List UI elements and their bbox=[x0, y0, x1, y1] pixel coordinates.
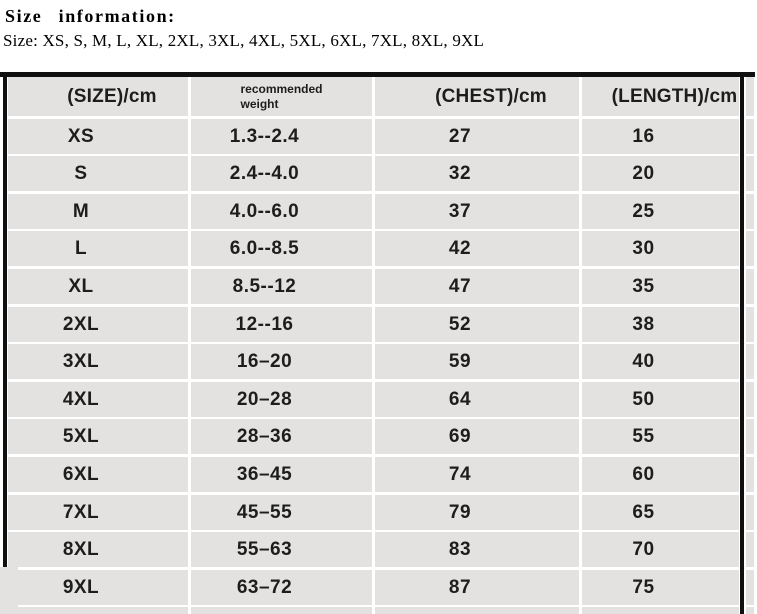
size-cell: M bbox=[8, 194, 188, 229]
column-header-size: (SIZE)/cm bbox=[8, 77, 188, 116]
weight-header-line1: recommended bbox=[240, 82, 323, 97]
weight-cell: 4.0--6.0 bbox=[191, 194, 372, 229]
chest-cell: 87 bbox=[375, 570, 579, 605]
size-cell: 2XL bbox=[8, 307, 188, 342]
weight-cell: 8.5--12 bbox=[191, 269, 372, 304]
column-header-length: (LENGTH)/cm bbox=[582, 77, 739, 116]
weight-cell: 6.0--8.5 bbox=[191, 231, 372, 266]
cutoff-row-cell bbox=[191, 607, 372, 614]
weight-cell: 55–63 bbox=[191, 532, 372, 567]
chest-cell: 59 bbox=[375, 344, 579, 379]
length-cell: 70 bbox=[582, 532, 739, 567]
length-cell: 60 bbox=[582, 457, 739, 492]
table-right-border bbox=[740, 76, 744, 614]
size-cell: 9XL bbox=[8, 570, 188, 605]
length-cell: 50 bbox=[582, 382, 739, 417]
cutoff-row-cell bbox=[8, 607, 188, 614]
chest-cell: 52 bbox=[375, 307, 579, 342]
weight-cell: 2.4--4.0 bbox=[191, 156, 372, 191]
size-cell: 8XL bbox=[8, 532, 188, 567]
chest-cell: 42 bbox=[375, 231, 579, 266]
size-information-heading: Size information: bbox=[5, 6, 176, 26]
weight-cell: 16–20 bbox=[191, 344, 372, 379]
size-cell: L bbox=[8, 231, 188, 266]
column-header-weight bbox=[191, 77, 372, 116]
chest-cell: 47 bbox=[375, 269, 579, 304]
column-header-chest: (CHEST)/cm bbox=[375, 77, 579, 116]
cutoff-row-cell bbox=[375, 607, 579, 614]
size-cell: XL bbox=[8, 269, 188, 304]
weight-cell: 28–36 bbox=[191, 419, 372, 454]
chest-cell: 83 bbox=[375, 532, 579, 567]
size-table-grid bbox=[8, 77, 739, 614]
chest-cell: 27 bbox=[375, 119, 579, 154]
size-table bbox=[0, 72, 757, 614]
length-cell: 25 bbox=[582, 194, 739, 229]
length-cell: 38 bbox=[582, 307, 739, 342]
size-cell: 6XL bbox=[8, 457, 188, 492]
size-cell: 4XL bbox=[8, 382, 188, 417]
length-cell: 40 bbox=[582, 344, 739, 379]
weight-cell: 12--16 bbox=[191, 307, 372, 342]
length-cell: 75 bbox=[582, 570, 739, 605]
length-cell: 16 bbox=[582, 119, 739, 154]
length-cell: 30 bbox=[582, 231, 739, 266]
length-cell: 20 bbox=[582, 156, 739, 191]
weight-cell: 36–45 bbox=[191, 457, 372, 492]
size-cell: 3XL bbox=[8, 344, 188, 379]
size-cell: S bbox=[8, 156, 188, 191]
weight-cell: 45–55 bbox=[191, 495, 372, 530]
weight-cell: 20–28 bbox=[191, 382, 372, 417]
cutoff-row-cell bbox=[582, 607, 739, 614]
size-cell: 5XL bbox=[8, 419, 188, 454]
weight-cell: 1.3--2.4 bbox=[191, 119, 372, 154]
length-cell: 35 bbox=[582, 269, 739, 304]
weight-cell: 63–72 bbox=[191, 570, 372, 605]
chest-cell: 69 bbox=[375, 419, 579, 454]
chest-cell: 79 bbox=[375, 495, 579, 530]
length-cell: 65 bbox=[582, 495, 739, 530]
right-edge-strip bbox=[746, 77, 754, 614]
weight-header-line2: weight bbox=[240, 96, 279, 111]
length-cell: 55 bbox=[582, 419, 739, 454]
size-list-line: Size: XS, S, M, L, XL, 2XL, 3XL, 4XL, 5XL, 6XL, 7XL, 8XL, 9XL bbox=[3, 31, 485, 50]
size-cell: 7XL bbox=[8, 495, 188, 530]
chest-cell: 37 bbox=[375, 194, 579, 229]
size-cell: XS bbox=[8, 119, 188, 154]
table-left-border bbox=[3, 76, 7, 569]
chest-cell: 32 bbox=[375, 156, 579, 191]
chest-cell: 64 bbox=[375, 382, 579, 417]
chest-cell: 74 bbox=[375, 457, 579, 492]
